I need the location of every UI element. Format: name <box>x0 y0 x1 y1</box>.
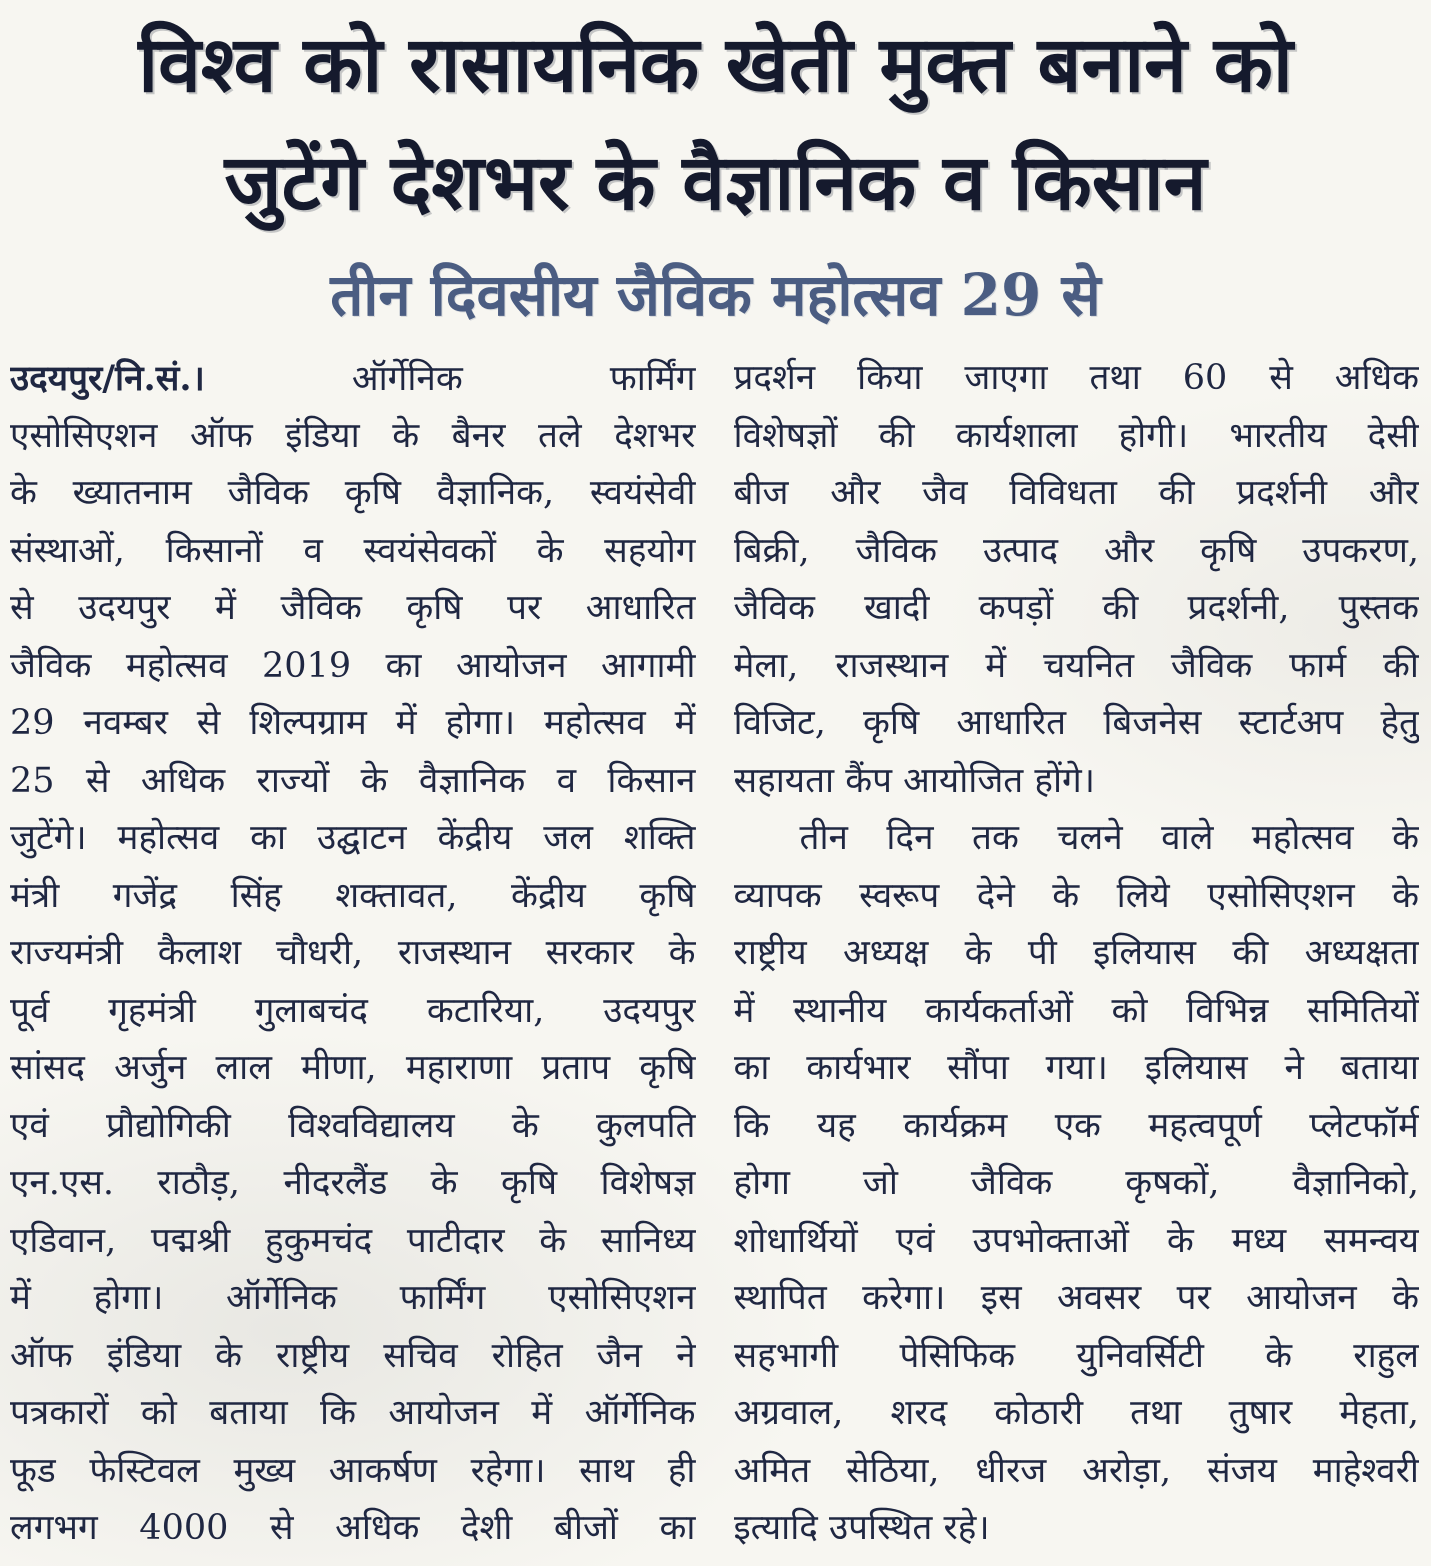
article-line: ऑफ इंडिया के राष्ट्रीय सचिव रोहित जैन ने <box>10 1335 696 1376</box>
headline-line-1: विश्व को रासायनिक खेती मुक्त बनाने को <box>138 20 1293 110</box>
article-line: अमित सेठिया, धीरज अरोड़ा, संजय माहेश्वरी <box>733 1450 1419 1491</box>
article-line: संस्थाओं, किसानों व स्वयंसेवकों के सहयोग <box>10 530 696 571</box>
article-line: कि यह कार्यक्रम एक महत्वपूर्ण प्लेटफॉर्म <box>733 1105 1419 1146</box>
article-line: एवं प्रौद्योगिकी विश्वविद्यालय के कुलपति <box>10 1105 696 1146</box>
article-line: मेला, राजस्थान में चयनित जैविक फार्म की <box>733 645 1419 686</box>
article-line: शोधार्थियों एवं उपभोक्ताओं के मध्य समन्वय <box>733 1220 1419 1261</box>
article-line: पूर्व गृहमंत्री गुलाबचंद कटारिया, उदयपुर <box>10 990 696 1031</box>
article-line: विजिट, कृषि आधारित बिजनेस स्टार्टअप हेतु <box>733 703 1419 743</box>
article-line: सांसद अर्जुन लाल मीणा, महाराणा प्रताप कृषि <box>10 1048 696 1088</box>
article-line: जैविक महोत्सव 2019 का आयोजन आगामी <box>10 645 696 686</box>
article-line: मंत्री गजेंद्र सिंह शक्तावत, केंद्रीय कृषि <box>10 875 696 916</box>
article-line: बिक्री, जैविक उत्पाद और कृषि उपकरण, <box>733 530 1419 571</box>
article-line: होगा जो जैविक कृषकों, वैज्ञानिको, <box>733 1163 1419 1203</box>
article-line: पत्रकारों को बताया कि आयोजन में ऑर्गेनिक <box>10 1393 696 1433</box>
article-line: बीज और जैव विविधता की प्रदर्शनी और <box>733 473 1419 513</box>
article-line: के ख्यातनाम जैविक कृषि वैज्ञानिक, स्वयंसेवी <box>10 473 696 513</box>
article-line: जैविक खादी कपड़ों की प्रदर्शनी, पुस्तक <box>733 588 1419 628</box>
article-line <box>10 350 696 408</box>
article-line: का कार्यभार सौंपा गया। इलियास ने बताया <box>733 1048 1419 1088</box>
article-headline <box>0 0 1431 242</box>
article-line: में होगा। ऑर्गेनिक फार्मिंग एसोसिएशन <box>10 1278 696 1318</box>
article-line: सहभागी पेसिफिक युनिवर्सिटी के राहुल <box>733 1335 1419 1376</box>
article-line: राज्यमंत्री कैलाश चौधरी, राजस्थान सरकार के <box>10 933 696 973</box>
article-line: एन.एस. राठौड़, नीदरलैंड के कृषि विशेषज्ञ <box>10 1163 696 1203</box>
article-line: 25 से अधिक राज्यों के वैज्ञानिक व किसान <box>10 760 696 801</box>
article-line: विशेषज्ञों की कार्यशाला होगी। भारतीय देसी <box>733 415 1419 456</box>
article-line: में स्थानीय कार्यकर्ताओं को विभिन्न समितियों <box>733 990 1419 1031</box>
article-line: एसोसिएशन ऑफ इंडिया के बैनर तले देशभर <box>10 415 696 456</box>
article-line: सहायता कैंप आयोजित होंगे। <box>733 760 1096 801</box>
article-line: तीन दिन तक चलने वाले महोत्सव के <box>799 818 1419 858</box>
article-line: से उदयपुर में जैविक कृषि पर आधारित <box>10 588 696 628</box>
headline-line-2: जुटेंगे देशभर के वैज्ञानिक व किसान <box>224 138 1207 228</box>
article-line: इत्यादि उपस्थित रहे। <box>733 1508 990 1548</box>
right-column <box>734 350 1420 1558</box>
article-line: अग्रवाल, शरद कोठारी तथा तुषार मेहता, <box>733 1393 1419 1433</box>
article-line: स्थापित करेगा। इस अवसर पर आयोजन के <box>733 1278 1419 1318</box>
article-subheadline: तीन दिवसीय जैविक महोत्सव 29 से <box>330 261 1101 329</box>
dateline: उदयपुर/नि.सं.। <box>10 358 205 399</box>
article-line: एडिवान, पद्मश्री हुकुमचंद पाटीदार के सानिध्य <box>10 1220 696 1261</box>
article-line: फूड फेस्टिवल मुख्य आकर्षण रहेगा। साथ ही <box>10 1450 696 1491</box>
article-body <box>0 334 1431 1558</box>
article-line: 29 नवम्बर से शिल्पग्राम में होगा। महोत्सव में <box>10 703 696 743</box>
article-line: राष्ट्रीय अध्यक्ष के पी इलियास की अध्यक्षता <box>733 933 1419 973</box>
article-line: व्यापक स्वरूप देने के लिये एसोसिएशन के <box>733 875 1419 916</box>
article-line: प्रदर्शन किया जाएगा तथा 60 से अधिक <box>733 358 1419 398</box>
article-line: जुटेंगे। महोत्सव का उद्घाटन केंद्रीय जल शक्ति <box>10 818 696 858</box>
article-line-text: ऑर्गेनिक फार्मिंग <box>351 359 696 399</box>
article-line: लगभग 4000 से अधिक देशी बीजों का <box>10 1508 696 1548</box>
left-column <box>10 350 696 1558</box>
